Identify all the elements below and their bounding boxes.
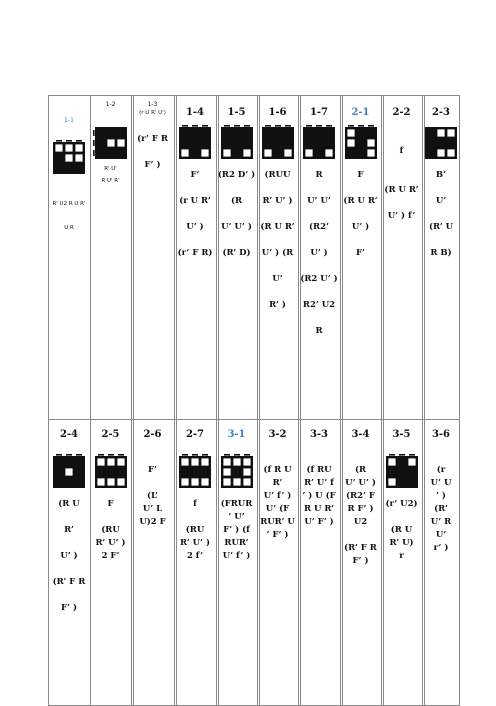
algorithm-line: U’ U’ ) bbox=[345, 478, 376, 488]
algorithm-line: (r bbox=[436, 465, 446, 475]
algorithm-line: U R bbox=[64, 225, 74, 231]
case-cell-1-1 bbox=[48, 95, 90, 419]
algorithm-line: R B) bbox=[430, 248, 452, 258]
algorithm-line: (R2’ bbox=[309, 222, 329, 232]
algorithm-line: (R’ D) bbox=[222, 248, 251, 258]
algorithm-line: U’ U’ ) bbox=[221, 222, 252, 232]
case-cell-2-6 bbox=[131, 419, 174, 706]
case-cell-3-3 bbox=[298, 419, 340, 706]
algorithm-line: U’ bbox=[435, 530, 447, 540]
algorithm-line: B’ bbox=[435, 170, 447, 180]
case-id: 1-7 bbox=[309, 107, 329, 118]
case-id: 2-5 bbox=[101, 429, 120, 440]
cube-pattern-icon bbox=[51, 454, 87, 490]
case-id: 3-6 bbox=[431, 429, 451, 440]
algorithm-line: (R’ F R bbox=[344, 543, 377, 553]
case-id: 1-3 bbox=[147, 101, 158, 108]
algorithm-line: R’ U’ ) bbox=[95, 538, 126, 548]
algorithm-line: U’ f’ ) bbox=[222, 551, 251, 561]
case-id: 2-4 bbox=[59, 429, 79, 440]
algorithm-line: (R’ F R bbox=[52, 577, 86, 587]
algorithm-line: R' U' bbox=[104, 166, 117, 172]
algorithm-line: R U' R' bbox=[101, 178, 120, 184]
algorithm-line: U)2 F bbox=[139, 517, 166, 527]
algorithm-line: R2’ U2 bbox=[302, 300, 336, 310]
algorithm-line: F bbox=[107, 499, 114, 509]
case-cell-3-1 bbox=[216, 419, 257, 706]
case-cell-2-1 bbox=[340, 95, 381, 419]
algorithm-line: R' U2 R U R' bbox=[52, 201, 86, 207]
case-cell-1-4 bbox=[174, 95, 216, 419]
algorithm-line: (R U R’ bbox=[343, 196, 378, 206]
algorithm-line: f bbox=[193, 499, 197, 509]
cube-pattern-icon bbox=[260, 125, 296, 161]
case-cell-2-7 bbox=[174, 419, 216, 706]
algorithm-line: (r U R’ bbox=[179, 196, 211, 206]
algorithm-line: R bbox=[315, 170, 323, 180]
algorithm-line: 2 f’ bbox=[186, 551, 204, 561]
algorithm-line: (R’ U bbox=[428, 222, 454, 232]
algorithm-line: (R U bbox=[390, 525, 413, 535]
algorithm-line: (R bbox=[230, 196, 243, 206]
algorithm-line: F’ bbox=[148, 465, 157, 475]
algorithm-line: R bbox=[315, 326, 323, 336]
case-cell-1-3 bbox=[131, 95, 174, 419]
algorithm-line: (R2 U’ ) bbox=[300, 274, 338, 284]
cube-pattern-icon bbox=[219, 125, 255, 161]
algorithm-line: ’ ) U (F bbox=[302, 491, 336, 501]
cube-pattern-icon bbox=[343, 125, 379, 161]
case-cell-2-2 bbox=[381, 95, 422, 419]
case-cell-2-5 bbox=[90, 419, 131, 706]
algorithm-line: U’ ) bbox=[310, 248, 328, 258]
case-cell-3-6 bbox=[422, 419, 460, 706]
case-id: 1-6 bbox=[268, 107, 287, 118]
cube-pattern-icon bbox=[51, 140, 87, 176]
algorithm-line: r’ ) bbox=[433, 543, 449, 553]
algorithm-line: U’ f’ ) bbox=[263, 491, 292, 501]
algorithm-line: (f RU bbox=[306, 465, 332, 475]
cube-pattern-icon bbox=[301, 125, 337, 161]
algorithm-line: U’ ) bbox=[351, 222, 370, 232]
algorithm-line: U2 bbox=[353, 517, 368, 527]
algorithm-line: U’ bbox=[272, 274, 283, 284]
algorithm-line: U’ ) f’ bbox=[387, 211, 416, 221]
case-id: 3-3 bbox=[309, 429, 329, 440]
algorithm-line: R’ bbox=[272, 478, 283, 488]
case-cell-1-6 bbox=[257, 95, 298, 419]
algorithm-line: (R2 D’ ) bbox=[217, 170, 256, 180]
algorithm-line: U’ (F bbox=[265, 504, 290, 514]
case-id: 3-4 bbox=[351, 429, 370, 440]
algorithm-line: U’ ) (R bbox=[261, 248, 294, 258]
algorithm-line: (r’ U2) bbox=[385, 499, 418, 509]
cube-pattern-icon bbox=[93, 454, 129, 490]
case-id: 1-5 bbox=[227, 107, 246, 118]
case-id: 1-1 bbox=[64, 117, 74, 124]
case-note: (r U R' U') bbox=[139, 110, 166, 116]
case-id: 2-7 bbox=[185, 429, 205, 440]
algorithm-line: F’ bbox=[356, 248, 365, 258]
case-id: 1-2 bbox=[105, 101, 116, 108]
algorithm-line: R F’ ) bbox=[347, 504, 374, 514]
case-cell-3-5 bbox=[381, 419, 422, 706]
cube-pattern-icon bbox=[423, 125, 459, 161]
algorithm-line: U’ L bbox=[142, 504, 163, 514]
algorithm-line: U’ R bbox=[430, 517, 452, 527]
algorithm-line: U’ bbox=[435, 196, 447, 206]
algorithm-line: R’ ) bbox=[269, 300, 286, 310]
algorithm-line: (R U bbox=[58, 499, 80, 509]
algorithm-line: F’ ) bbox=[144, 160, 161, 170]
algorithm-line: ’ F’ ) bbox=[266, 530, 289, 540]
cube-pattern-icon bbox=[219, 454, 255, 490]
case-id: 1-4 bbox=[185, 107, 205, 118]
algorithm-line: F’ ) bbox=[61, 603, 77, 613]
case-id: 3-2 bbox=[268, 429, 287, 440]
algorithm-line: R’ U) bbox=[389, 538, 414, 548]
cube-pattern-icon bbox=[384, 454, 420, 490]
cube-pattern-icon bbox=[177, 125, 213, 161]
algorithm-line: (L’ bbox=[147, 491, 158, 501]
algorithm-line: (RUU bbox=[264, 170, 291, 180]
case-cell-2-3 bbox=[422, 95, 460, 419]
algorithm-line: (R bbox=[354, 465, 367, 475]
algorithm-line: R’ U’ ) bbox=[179, 538, 211, 548]
algorithm-line: U’ ) bbox=[186, 222, 204, 232]
algorithm-line: U’ ) bbox=[60, 551, 78, 561]
algorithm-line: R U R’ bbox=[303, 504, 335, 514]
algorithm-line: U’ U’ bbox=[307, 196, 331, 206]
algorithm-line: 2 F’ bbox=[101, 551, 120, 561]
case-cell-1-2 bbox=[90, 95, 131, 419]
case-cell-3-2 bbox=[257, 419, 298, 706]
algorithm-line: R’ U’ f bbox=[304, 478, 334, 488]
algorithm-line: F’ bbox=[190, 170, 200, 180]
case-id: 2-2 bbox=[392, 107, 411, 118]
case-cell-3-4 bbox=[340, 419, 381, 706]
algorithm-line: ’ U’ bbox=[228, 512, 245, 522]
algorithm-line: F bbox=[357, 170, 364, 180]
case-id: 2-3 bbox=[431, 107, 451, 118]
algorithm-line: (r’ F R bbox=[137, 134, 168, 144]
case-cell-2-4 bbox=[48, 419, 90, 706]
algorithm-line: (R U R’ bbox=[384, 185, 419, 195]
case-id: 2-6 bbox=[143, 429, 162, 440]
algorithm-line: R U' U' bbox=[101, 154, 120, 160]
algorithm-line: (R U R’ bbox=[260, 222, 295, 232]
algorithm-line: (R2’ F bbox=[346, 491, 375, 501]
algorithm-line: (RU bbox=[185, 525, 205, 535]
algorithm-line: R’ bbox=[64, 525, 74, 535]
algorithm-line: U’ F’ ) bbox=[304, 517, 334, 527]
algorithm-line: RUR’ bbox=[224, 538, 249, 548]
algorithm-line: (r’ F R) bbox=[177, 248, 213, 258]
case-id: 2-1 bbox=[351, 107, 370, 118]
algorithm-line: F’ ) (f bbox=[223, 525, 250, 535]
algorithm-line: R’ U’ ) bbox=[262, 196, 293, 206]
algorithm-line: (RU bbox=[101, 525, 120, 535]
algorithm-line: U’ U bbox=[430, 478, 452, 488]
case-cell-1-7 bbox=[298, 95, 340, 419]
algorithm-line: (FRUR bbox=[220, 499, 253, 509]
case-cell-1-5 bbox=[216, 95, 257, 419]
algorithm-line: (R’ bbox=[434, 504, 448, 514]
case-id: 3-1 bbox=[227, 429, 246, 440]
algorithm-line: ’ ) bbox=[436, 491, 446, 501]
algorithm-line: r bbox=[399, 551, 404, 561]
cube-pattern-icon bbox=[177, 454, 213, 490]
algorithm-line: F’ ) bbox=[352, 556, 369, 566]
algorithm-line: f bbox=[399, 146, 404, 156]
algorithm-line: (f R U bbox=[263, 465, 292, 475]
algorithm-line: RUR’ U bbox=[260, 517, 295, 527]
case-id: 3-5 bbox=[392, 429, 411, 440]
